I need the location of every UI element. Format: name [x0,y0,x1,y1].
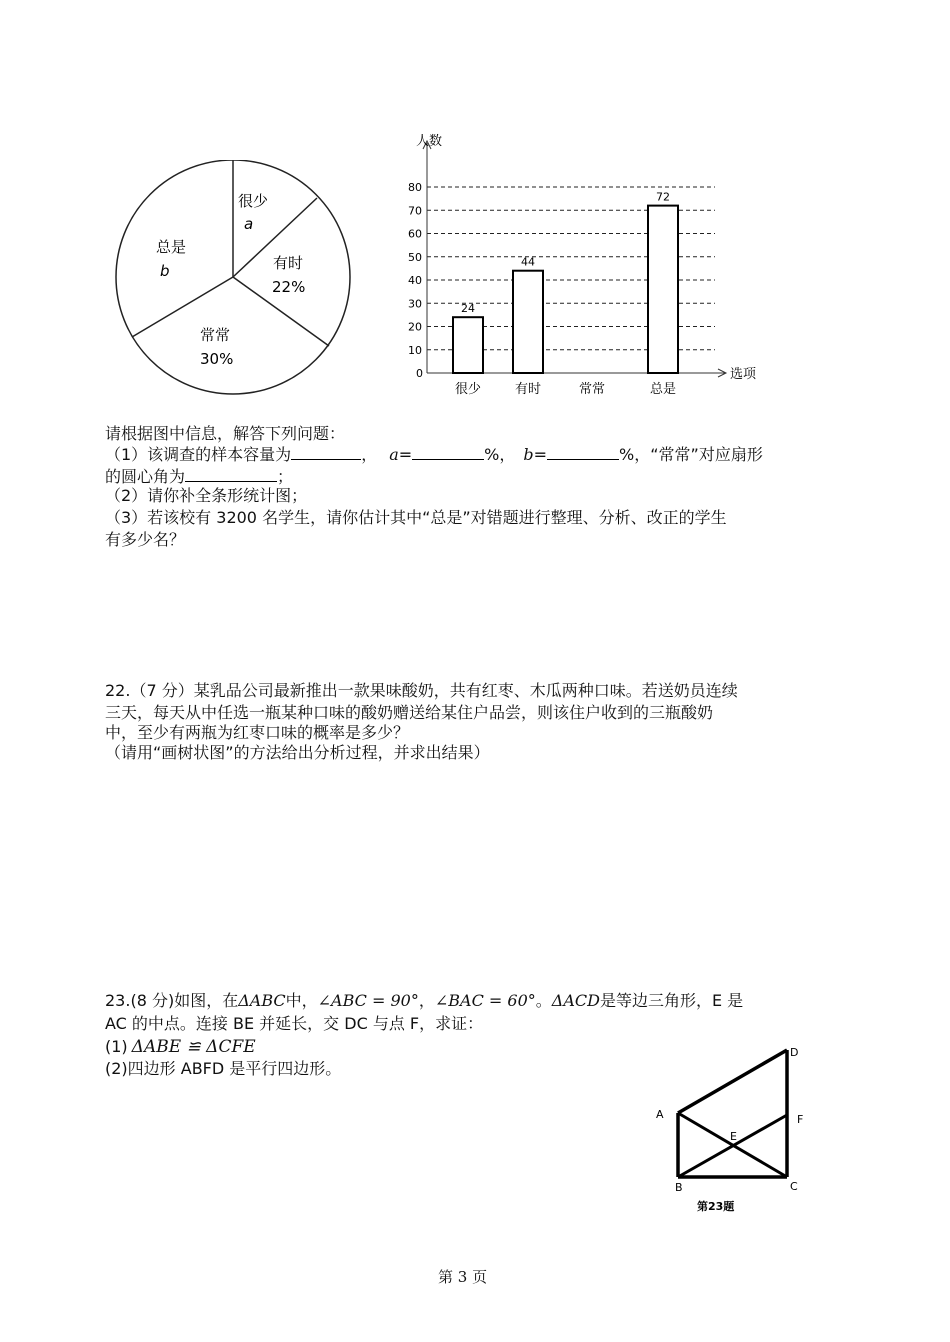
y-tick-label: 20 [408,320,422,334]
y-tick-label: 50 [408,250,422,264]
q23-line1 [105,990,743,1012]
pie-label-zong-shi: 总是 [156,238,187,256]
bar-data-label: 44 [521,255,535,269]
point-label-c: C [790,1180,798,1193]
q21-part1-text-f: ； [277,467,294,486]
q23-text-c: ， [418,991,435,1010]
q21-intro: 请根据图中信息，解答下列问题： [105,424,346,443]
bar [453,317,483,373]
y-tick-label: 80 [408,181,422,194]
page-number: 第 3 页 [438,1268,488,1286]
triangle-acd: ΔACD [551,991,600,1010]
var-a: a [389,445,399,464]
pie-value-chang-chang: 30% [200,350,234,368]
segment-da [678,1050,787,1113]
x-axis-label: 选项 [730,367,757,382]
triangle-abc: ΔABC [238,991,286,1010]
q23-text-d: 。 [535,991,552,1010]
eq-sign: = [398,445,413,464]
q21-part3-line2: 有多少名？ [105,530,186,549]
q21-part1-text-d: %，“常常”对应扇形 [619,445,763,464]
q22-line2: 三天，每天从中任选一瓶某种口味的酸奶赠送给某住户品尝，则该住户收到的三瓶酸奶 [105,703,714,722]
q21-part1-text-b: ， [361,445,378,464]
bar-data-label: 24 [461,302,475,316]
q23-text-e: 是等边三角形，E 是 [599,991,744,1010]
bar [513,271,543,373]
y-tick-label: 0 [416,367,423,380]
q21-part1-text-a: （1）该调查的样本容量为 [105,445,292,464]
q23-part2: (2)四边形 ABFD 是平行四边形。 [105,1059,342,1078]
pie-chart [110,160,360,400]
y-tick-label: 30 [408,297,422,311]
bar-data-label: 72 [656,190,670,204]
angle-abc: ∠ABC = 90° [317,991,419,1010]
pie-value-you-shi: 22% [272,278,306,296]
q23-part1 [105,1036,256,1058]
b-percent-blank[interactable] [547,443,619,460]
bar [648,206,678,373]
bar-chart [380,125,780,410]
q23-text-b: 中， [285,991,318,1010]
q21-part2: （2）请你补全条形统计图； [105,486,308,505]
angle-bac: ∠BAC = 60° [434,991,536,1010]
point-label-f: F [797,1113,804,1126]
pie-label-chang-chang: 常常 [200,326,231,344]
x-tick-label: 很少 [454,382,482,397]
congruence-statement: ΔABE ≌ ΔCFE [131,1037,256,1057]
geometry-figure-23 [650,1040,810,1220]
pie-label-hen-shao: 很少 [238,192,269,210]
y-tick-label: 70 [408,204,422,218]
y-tick-label: 10 [408,343,422,357]
point-label-d: D [790,1046,799,1059]
q21-part3-line1: （3）若该校有 3200 名学生，请你估计其中“总是”对错题进行整理、分析、改正的学生 [105,508,727,527]
point-label-a: A [656,1108,664,1121]
point-label-b: B [675,1181,683,1194]
y-tick-label: 60 [408,227,422,241]
y-axis-label: 人数 [416,134,443,149]
q23-line2: AC 的中点。连接 BE 并延长，交 DC 与点 F，求证： [105,1014,484,1033]
pie-value-zong-shi: b [160,262,170,280]
a-percent-blank[interactable] [412,443,484,460]
y-tick-label: 40 [408,274,422,287]
var-b: b [523,445,534,464]
x-tick-label: 有时 [514,382,542,397]
q23-part1-label: (1) [105,1037,128,1056]
point-label-e: E [730,1130,737,1143]
pie-value-hen-shao: a [244,215,254,233]
q22-line1: 22.（7 分）某乳品公司最新推出一款果味酸奶，共有红枣、木瓜两种口味。若送奶员连续 [105,681,738,700]
eq-sign: = [533,445,548,464]
q21-part1-text-c: %， [484,445,516,464]
x-tick-label: 总是 [649,382,677,397]
q22-line3: 中，至少有两瓶为红枣口味的概率是多少？ [105,723,410,742]
x-tick-label: 常常 [578,382,606,397]
q22-line4: （请用“画树状图”的方法给出分析过程，并求出结果） [105,743,490,762]
q21-part1-line1 [105,443,763,466]
q23-text-a: 23.(8 分)如图，在 [105,991,239,1010]
figure-caption: 第23题 [697,1200,735,1213]
central-angle-blank[interactable] [185,465,277,482]
q21-part1-text-e: 的圆心角为 [105,467,186,486]
sample-size-blank[interactable] [291,443,361,460]
pie-label-you-shi: 有时 [273,254,304,272]
